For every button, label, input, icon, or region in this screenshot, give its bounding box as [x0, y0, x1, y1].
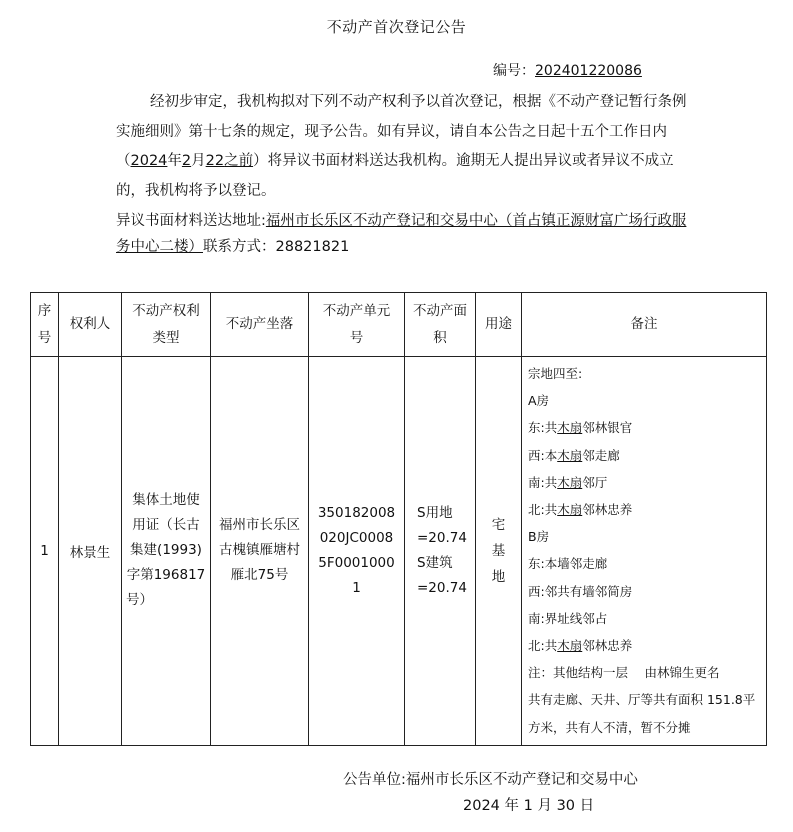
note-line: 共有走廊、天井、厅等共有面积 151.8平方米，共有人不清，暂不分摊: [528, 692, 756, 735]
note-line: 北:共木扇邻林忠养: [528, 502, 633, 518]
note-line: A房: [528, 393, 550, 409]
note-line: 南:界址线邻占: [528, 610, 608, 626]
table-row: [31, 357, 767, 746]
deadline-month-unit: 月: [191, 153, 206, 169]
deadline-year-unit: 年: [167, 153, 182, 169]
address-value: 福州市长乐区不动产登记和交易中心（首占镇正源财富广场行政服务中心二楼）: [116, 213, 687, 255]
doc-number: [493, 60, 642, 80]
contact-value: 28821821: [275, 239, 350, 255]
header-index: 序号: [31, 293, 59, 357]
deadline-day: 22: [205, 153, 225, 169]
cell-use: [476, 357, 522, 746]
cell-area: [405, 357, 476, 746]
cell-unit-no: [309, 357, 405, 746]
cell-note: [522, 357, 767, 746]
intro-text-after: ）将异议书面材料送达我机构。逾期无人提出异议或者异议不成立的，我机构将予以登记。: [116, 153, 674, 199]
header-use: 用途: [476, 293, 522, 357]
header-holder: 权利人: [59, 293, 122, 357]
deadline-year: 2024: [130, 153, 168, 169]
note-line: 东:共木扇邻林银官: [528, 420, 633, 436]
intro-text-before: 经初步审定，我机构拟对下列不动产权利予以首次登记，根据《不动产登记暂行条例实施细则》第十七条的规定，现予公告。如有异议，请自本公告之日起十五个工作日内（: [116, 94, 687, 169]
footer-date: 2024 年 1 月 30 日: [463, 798, 595, 814]
header-location: 不动产坐落: [211, 293, 309, 357]
cell-right-type: 集体土地使用证（长古集建(1993)字第196817号）: [122, 357, 211, 746]
deadline-day-unit: 之前: [224, 153, 254, 169]
note-line: 东:本墙邻走廊: [528, 556, 608, 572]
cell-holder: 林景生: [59, 357, 122, 746]
doc-number-label: 编号：: [493, 63, 535, 79]
header-right-type: 不动产权利类型: [122, 293, 211, 357]
contact-label: 联系方式：: [203, 239, 276, 255]
note-line: 宗地四至:: [528, 366, 583, 381]
address-paragraph: [116, 208, 688, 260]
doc-number-value: 202401220086: [535, 63, 642, 79]
note-line: 北:共木扇邻林忠养: [528, 638, 633, 654]
registration-table: [30, 292, 767, 746]
table-header-row: [31, 293, 767, 357]
header-unit-no: 不动产单元号: [309, 293, 405, 357]
unit-no-text: 350182008 020JC0008 5F0001000 1: [317, 504, 396, 596]
cell-location: 福州市长乐区古槐镇雁塘村雁北75号: [211, 357, 309, 746]
use-text: 宅 基 地: [491, 516, 506, 585]
note-line: 南:共木扇邻厅: [528, 474, 608, 490]
footer-org-name: 福州市长乐区不动产登记和交易中心: [405, 772, 638, 788]
intro-paragraph: [116, 88, 688, 206]
area-land: S用地=20.74: [417, 504, 467, 546]
footer-org-label: 公告单位:: [343, 772, 406, 788]
deadline-month: 2: [181, 153, 192, 169]
area-building: S建筑=20.74: [417, 554, 467, 596]
note-line: B房: [528, 529, 550, 545]
header-area: 不动产面积: [405, 293, 476, 357]
header-note: 备注: [522, 293, 767, 357]
address-label: 异议书面材料送达地址:: [116, 213, 266, 229]
note-line: 西:邻共有墙邻简房: [528, 583, 633, 599]
note-line: 西:本木扇邻走廊: [528, 447, 620, 463]
footer-org: [343, 768, 638, 789]
note-line: 注：其他结构一层 由林锦生更名: [528, 665, 720, 681]
cell-index: 1: [31, 357, 59, 746]
page-title: 不动产首次登记公告: [326, 18, 467, 36]
